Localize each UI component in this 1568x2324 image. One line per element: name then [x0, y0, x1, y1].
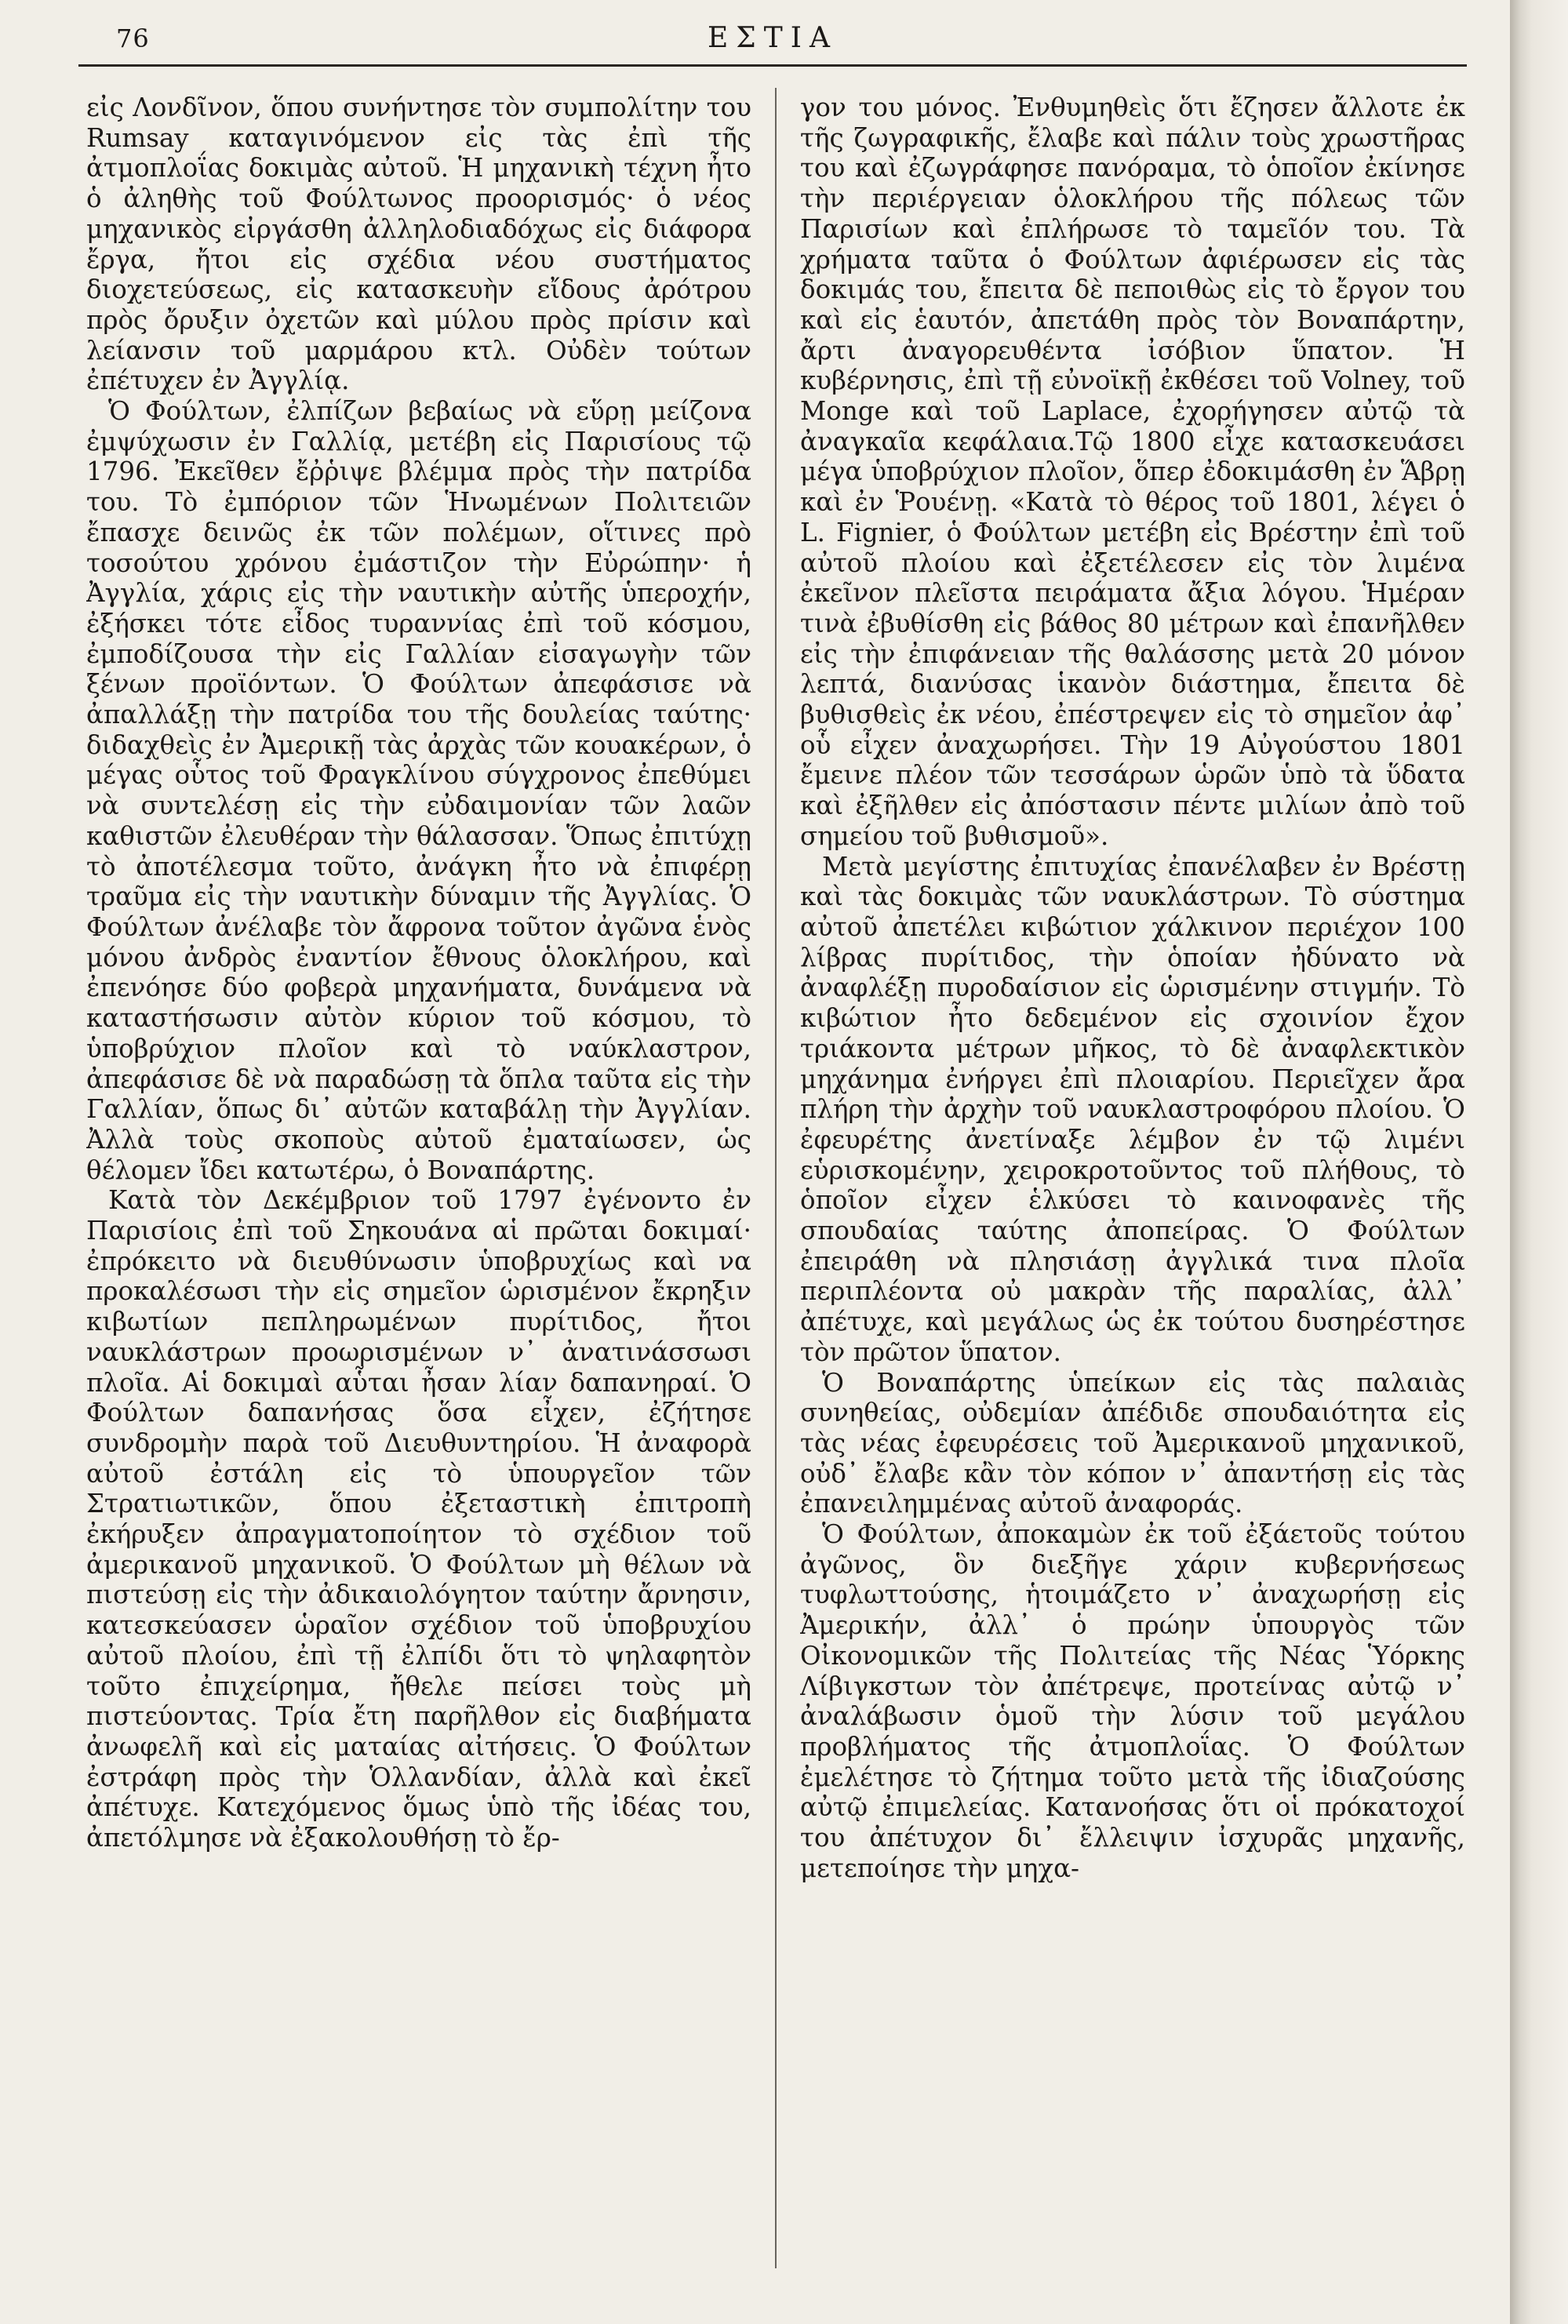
- paragraph: Ὁ Βοναπάρτης ὑπείκων εἰς τὰς παλαιὰς συνηθείας, οὐδεμίαν ἀπέδιδε σπουδαιότητα εἰς τὰς νέας ἐφευρέσεις τοῦ Ἀμερικανοῦ μηχανικοῦ, οὐδ᾽ ἔλαβε κἂν τὸν κόπον ν᾽ ἀπαντήσῃ εἰς τὰς ἐπανειλημμένας αὐτοῦ ἀναφοράς.: [800, 1367, 1465, 1519]
- column-divider: [775, 88, 777, 2268]
- book-binding-edge: [1510, 0, 1568, 2324]
- running-title: ΕΣΤΙΑ: [708, 22, 838, 54]
- page-number: 76: [116, 24, 150, 53]
- left-column: [86, 93, 751, 2281]
- page-header: [78, 17, 1467, 60]
- right-column: [800, 93, 1465, 2281]
- header-rule: [78, 64, 1467, 67]
- paragraph: γον του μόνος. Ἐνθυμηθεὶς ὅτι ἔζησεν ἄλλοτε ἐκ τῆς ζωγραφικῆς, ἔλαβε καὶ πάλιν τοὺς χρωστῆρας του καὶ ἐζωγράφησε πανόραμα, τὸ ὁποῖον ἐκίνησε τὴν περιέργειαν ὁλοκλήρου τῆς πόλεως τῶν Παρισίων καὶ ἐπλήρωσε τὸ ταμεῖόν του. Τὰ χρήματα ταῦτα ὁ Φούλτων ἀφιέρωσεν εἰς τὰς δοκιμάς του, ἔπειτα δὲ πεποιθὼς εἰς τὸ ἔργον του καὶ εἰς ἑαυτόν, ἀπετάθη πρὸς τὸν Βοναπάρτην, ἄρτι ἀναγορευθέντα ἰσόβιον ὕπατον. Ἡ κυβέρνησις, ἐπὶ τῇ εὐνοϊκῇ ἐκθέσει τοῦ Volney, τοῦ Monge καὶ τοῦ Laplace, ἐχορήγησεν αὐτῷ τὰ ἀναγκαῖα κεφάλαια.Τῷ 1800 εἶχε κατασκευάσει μέγα ὑποβρύχιον πλοῖον, ὅπερ ἐδοκιμάσθη ἐν Ἅβρῃ καὶ ἐν Ῥουένῃ. «Κατὰ τὸ θέρος τοῦ 1801, λέγει ὁ L. Fignier, ὁ Φούλτων μετέβη εἰς Βρέστην ἐπὶ τοῦ αὐτοῦ πλοίου καὶ ἐξετέλεσεν εἰς τὸν λιμένα ἐκεῖνον πλεῖστα πειράματα ἄξια λόγου. Ἡμέραν τινὰ ἐβυθίσθη εἰς βάθος 80 μέτρων καὶ ἐπανῆλθεν εἰς τὴν ἐπιφάνειαν τῆς θαλάσσης μετὰ 20 μόνον λεπτά, διανύσας ἱκανὸν διάστημα, ἔπειτα δὲ βυθισθεὶς ἐκ νέου, ἐπέστρεψεν εἰς τὸ σημεῖον ἀφ᾽ οὗ εἶχεν ἀναχωρήσει. Τὴν 19 Αὐγούστου 1801 ἔμεινε πλέον τῶν τεσσάρων ὡρῶν ὑπὸ τὰ ὕδατα καὶ ἐξῆλθεν εἰς ἀπόστασιν πέντε μιλίων ἀπὸ τοῦ σημείου τοῦ βυθισμοῦ».: [800, 93, 1465, 851]
- paragraph: εἰς Λονδῖνον, ὅπου συνήντησε τὸν συμπολίτην του Rumsay καταγινόμενον εἰς τὰς ἐπὶ τῆς ἀτμοπλοΐας δοκιμὰς αὐτοῦ. Ἡ μηχανικὴ τέχνη ἦτο ὁ ἀληθὴς τοῦ Φούλτωνος προορισμός· ὁ νέος μηχανικὸς εἰργάσθη ἀλληλοδιαδόχως εἰς διάφορα ἔργα, ἤτοι εἰς σχέδια νέου συστήματος διοχετεύσεως, εἰς κατασκευὴν εἴδους ἀρότρου πρὸς ὄρυξιν ὀχετῶν καὶ μύλου πρὸς πρίσιν καὶ λείανσιν τοῦ μαρμάρου κτλ. Οὐδὲν τούτων ἐπέτυχεν ἐν Ἀγγλίᾳ.: [86, 93, 751, 396]
- paragraph: Ὁ Φούλτων, ἀποκαμὼν ἐκ τοῦ ἐξάετοῦς τούτου ἀγῶνος, ὃν διεξῆγε χάριν κυβερνήσεως τυφλωττούσης, ἡτοιμάζετο ν᾽ ἀναχωρήσῃ εἰς Ἀμερικήν, ἀλλ᾽ ὁ πρώην ὑπουργὸς τῶν Οἰκονομικῶν τῆς Πολιτείας τῆς Νέας Ὑόρκης Λίβιγκστων τὸν ἀπέτρεψε, προτείνας αὐτῷ ν᾽ ἀναλάβωσιν ὁμοῦ τὴν λύσιν τοῦ μεγάλου προβλήματος τῆς ἀτμοπλοΐας. Ὁ Φούλτων ἐμελέτησε τὸ ζήτημα τοῦτο μετὰ τῆς ἰδιαζούσης αὐτῷ ἐπιμελείας. Κατανοήσας ὅτι οἱ πρόκατοχοί του ἀπέτυχον δι᾽ ἔλλειψιν ἰσχυρᾶς μηχανῆς, μετεποίησε τὴν μηχα-: [800, 1519, 1465, 1883]
- paragraph: Κατὰ τὸν Δεκέμβριον τοῦ 1797 ἐγένοντο ἐν Παρισίοις ἐπὶ τοῦ Σηκουάνα αἱ πρῶται δοκιμαί· ἐπρόκειτο νὰ διευθύνωσιν ὑποβρυχίως καὶ να προκαλέσωσι τὴν εἰς σημεῖον ὡρισμένον ἔκρηξιν κιβωτίων πεπληρωμένων πυρίτιδος, ἤτοι ναυκλάστρων προωρισμένων ν᾽ ἀνατινάσσωσι πλοῖα. Αἱ δοκιμαὶ αὗται ἦσαν λίαν δαπανηραί. Ὁ Φούλτων δαπανήσας ὅσα εἶχεν, ἐζήτησε συνδρομὴν παρὰ τοῦ Διευθυντηρίου. Ἡ ἀναφορὰ αὐτοῦ ἐστάλη εἰς τὸ ὑπουργεῖον τῶν Στρατιωτικῶν, ὅπου ἐξεταστικὴ ἐπιτροπὴ ἐκήρυξεν ἀπραγματοποίητον τὸ σχέδιον τοῦ ἀμερικανοῦ μηχανικοῦ. Ὁ Φούλτων μὴ θέλων νὰ πιστεύσῃ εἰς τὴν ἀδικαιολόγητον ταύτην ἄρνησιν, κατεσκεύασεν ὡραῖον σχέδιον τοῦ ὑποβρυχίου αὐτοῦ πλοίου, ἐπὶ τῇ ἐλπίδι ὅτι τὸ ψηλαφητὸν τοῦτο ἐπιχείρημα, ἤθελε πείσει τοὺς μὴ πιστεύοντας. Τρία ἔτη παρῆλθον εἰς διαβήματα ἀνωφελῆ καὶ εἰς ματαίας αἰτήσεις. Ὁ Φούλτων ἐστράφη πρὸς τὴν Ὁλλανδίαν, ἀλλὰ καὶ ἐκεῖ ἀπέτυχε. Κατεχόμενος ὅμως ὑπὸ τῆς ἰδέας του, ἀπετόλμησε νὰ ἐξακολουθήσῃ τὸ ἔρ-: [86, 1185, 751, 1853]
- paragraph: Μετὰ μεγίστης ἐπιτυχίας ἐπανέλαβεν ἐν Βρέστῃ καὶ τὰς δοκιμὰς τῶν ναυκλάστρων. Τὸ σύστημα αὐτοῦ ἀπετέλει κιβώτιον χάλκινον περιέχον 100 λίβρας πυρίτιδος, τὴν ὁποίαν ἠδύνατο νὰ ἀναφλέξῃ πυροδαίσιον εἰς ὡρισμένην στιγμήν. Τὸ κιβώτιον ἦτο δεδεμένον εἰς σχοινίον ἔχον τριάκοντα μέτρων μῆκος, τὸ δὲ ἀναφλεκτικὸν μηχάνημα ἐνήργει ἐπὶ πλοιαρίου. Περιεῖχεν ἄρα πλήρη τὴν ἀρχὴν τοῦ ναυκλαστροφόρου πλοίου. Ὁ ἐφευρέτης ἀνετίναξε λέμβον ἐν τῷ λιμένι εὑρισκομένην, χειροκροτοῦντος τοῦ πλήθους, τὸ ὁποῖον εἶχεν ἑλκύσει τὸ καινοφανὲς τῆς σπουδαίας ταύτης ἀποπείρας. Ὁ Φούλτων ἐπειράθη νὰ πλησιάσῃ ἀγγλικά τινα πλοῖα περιπλέοντα οὐ μακρὰν τῆς παραλίας, ἀλλ᾽ ἀπέτυχε, καὶ μεγάλως ὡς ἐκ τούτου δυσηρέστησε τὸν πρῶτον ὕπατον.: [800, 851, 1465, 1367]
- paragraph: Ὁ Φούλτων, ἐλπίζων βεβαίως νὰ εὕρῃ μείζονα ἐμψύχωσιν ἐν Γαλλίᾳ, μετέβη εἰς Παρισίους τῷ 1796. Ἐκεῖθεν ἔῤῥιψε βλέμμα πρὸς τὴν πατρίδα του. Τὸ ἐμπόριον τῶν Ἡνωμένων Πολιτειῶν ἔπασχε δεινῶς ἐκ τῶν πολέμων, οἵτινες πρὸ τοσούτου χρόνου ἐμάστιζον τὴν Εὐρώπην· ἡ Ἀγγλία, χάρις εἰς τὴν ναυτικὴν αὐτῆς ὑπεροχήν, ἐξήσκει τότε εἶδος τυραννίας ἐπὶ τοῦ κόσμου, ἐμποδίζουσα τὴν εἰς Γαλλίαν εἰσαγωγὴν τῶν ξένων προϊόντων. Ὁ Φούλτων ἀπεφάσισε νὰ ἀπαλλάξῃ τὴν πατρίδα του τῆς δουλείας ταύτης· διδαχθεὶς ἐν Ἀμερικῇ τὰς ἀρχὰς τῶν κουακέρων, ὁ μέγας οὗτος τοῦ Φραγκλίνου σύγχρονος ἐπεθύμει νὰ συντελέσῃ εἰς τὴν εὐδαιμονίαν τῶν λαῶν καθιστῶν ἐλευθέραν τὴν θάλασσαν. Ὅπως ἐπιτύχῃ τὸ ἀποτέλεσμα τοῦτο, ἀνάγκη ἦτο νὰ ἐπιφέρῃ τραῦμα εἰς τὴν ναυτικὴν δύναμιν τῆς Ἀγγλίας. Ὁ Φούλτων ἀνέλαβε τὸν ἄφρονα τοῦτον ἀγῶνα ἑνὸς μόνου ἀνδρὸς ἐναντίον ἔθνους ὁλοκλήρου, καὶ ἐπενόησε δύο φοβερὰ μηχανήματα, δυνάμενα νὰ καταστήσωσιν αὐτὸν κύριον τοῦ κόσμου, τὸ ὑποβρύχιον πλοῖον καὶ τὸ ναύκλαστρον, ἀπεφάσισε δὲ νὰ παραδώσῃ τὰ ὅπλα ταῦτα εἰς τὴν Γαλλίαν, ὅπως δι᾽ αὐτῶν καταβάλῃ τὴν Ἀγγλίαν. Ἀλλὰ τοὺς σκοποὺς αὐτοῦ ἐματαίωσεν, ὡς θέλομεν ἴδει κατωτέρω, ὁ Βοναπάρτης.: [86, 396, 751, 1185]
